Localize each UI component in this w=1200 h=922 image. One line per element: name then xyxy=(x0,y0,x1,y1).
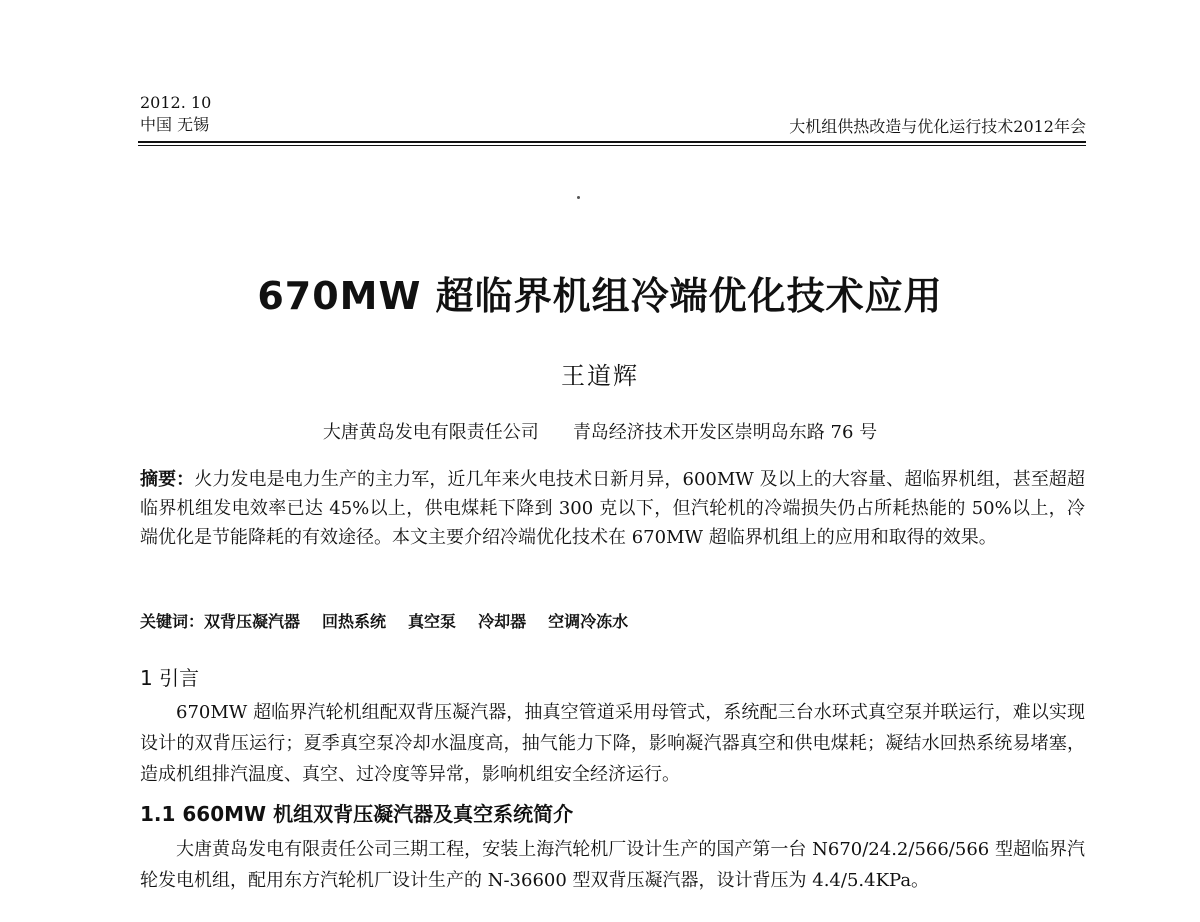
header-date: 2012. 10 xyxy=(140,93,212,112)
keyword-item: 冷却器 xyxy=(478,612,527,631)
keywords xyxy=(140,610,1085,634)
header-rule xyxy=(138,141,1086,143)
abstract-label: 摘要： xyxy=(140,469,195,490)
header-rule-thin xyxy=(138,145,1086,146)
keywords-label: 关键词： xyxy=(140,612,205,631)
affiliation xyxy=(0,420,1200,446)
keyword-item: 真空泵 xyxy=(408,612,457,631)
affiliation-org: 大唐黄岛发电有限责任公司 xyxy=(322,422,539,443)
keyword-item: 空调冷冻水 xyxy=(548,612,629,631)
header-place: 中国 无锡 xyxy=(140,115,210,134)
affiliation-address: 青岛经济技术开发区崇明岛东路 76 号 xyxy=(572,422,878,443)
section-heading-introduction: 1 引言 xyxy=(140,666,200,690)
paper-title: 670MW 超临界机组冷端优化技术应用 xyxy=(257,274,943,318)
keyword-item: 双背压凝汽器 xyxy=(204,612,301,631)
abstract-text: 火力发电是电力生产的主力军，近几年来火电技术日新月异，600MW 及以上的大容量、超临界机组，甚至超超临界机组发电效率已达 45%以上，供电煤耗下降到 300 克以下，但汽轮机的冷端损失仍占所耗热能的 50%以上，冷端优化是节能降耗的有效途径。本文主要介绍冷端优化技术在 670MW 超临界机组上的应用和取得的效果。 xyxy=(140,469,1085,548)
section-heading-condenser: 1.1 660MW 机组双背压凝汽器及真空系统简介 xyxy=(140,802,574,826)
author-name: 王道辉 xyxy=(561,362,639,390)
keyword-item: 回热系统 xyxy=(322,612,387,631)
section-paragraph-condenser: 大唐黄岛发电有限责任公司三期工程，安装上海汽轮机厂设计生产的国产第一台 N670/24.2/566/566 型超临界汽轮发电机组，配用东方汽轮机厂设计生产的 N-36600 型双背压凝汽器，设计背压为 4.4/5.4KPa。 xyxy=(140,839,1085,891)
header-conference: 大机组供热改造与优化运行技术2012年会 xyxy=(789,117,1086,136)
section-paragraph-introduction: 670MW 超临界汽轮机组配双背压凝汽器，抽真空管道采用母管式，系统配三台水环式真空泵并联运行，难以实现设计的双背压运行；夏季真空泵冷却水温度高，抽气能力下降，影响凝汽器真空和供电煤耗；凝结水回热系统易堵塞，造成机组排汽温度、真空、过冷度等异常，影响机组安全经济运行。 xyxy=(140,702,1085,785)
abstract xyxy=(140,465,1085,552)
running-header-left xyxy=(140,92,211,136)
speck-mark xyxy=(577,196,580,199)
